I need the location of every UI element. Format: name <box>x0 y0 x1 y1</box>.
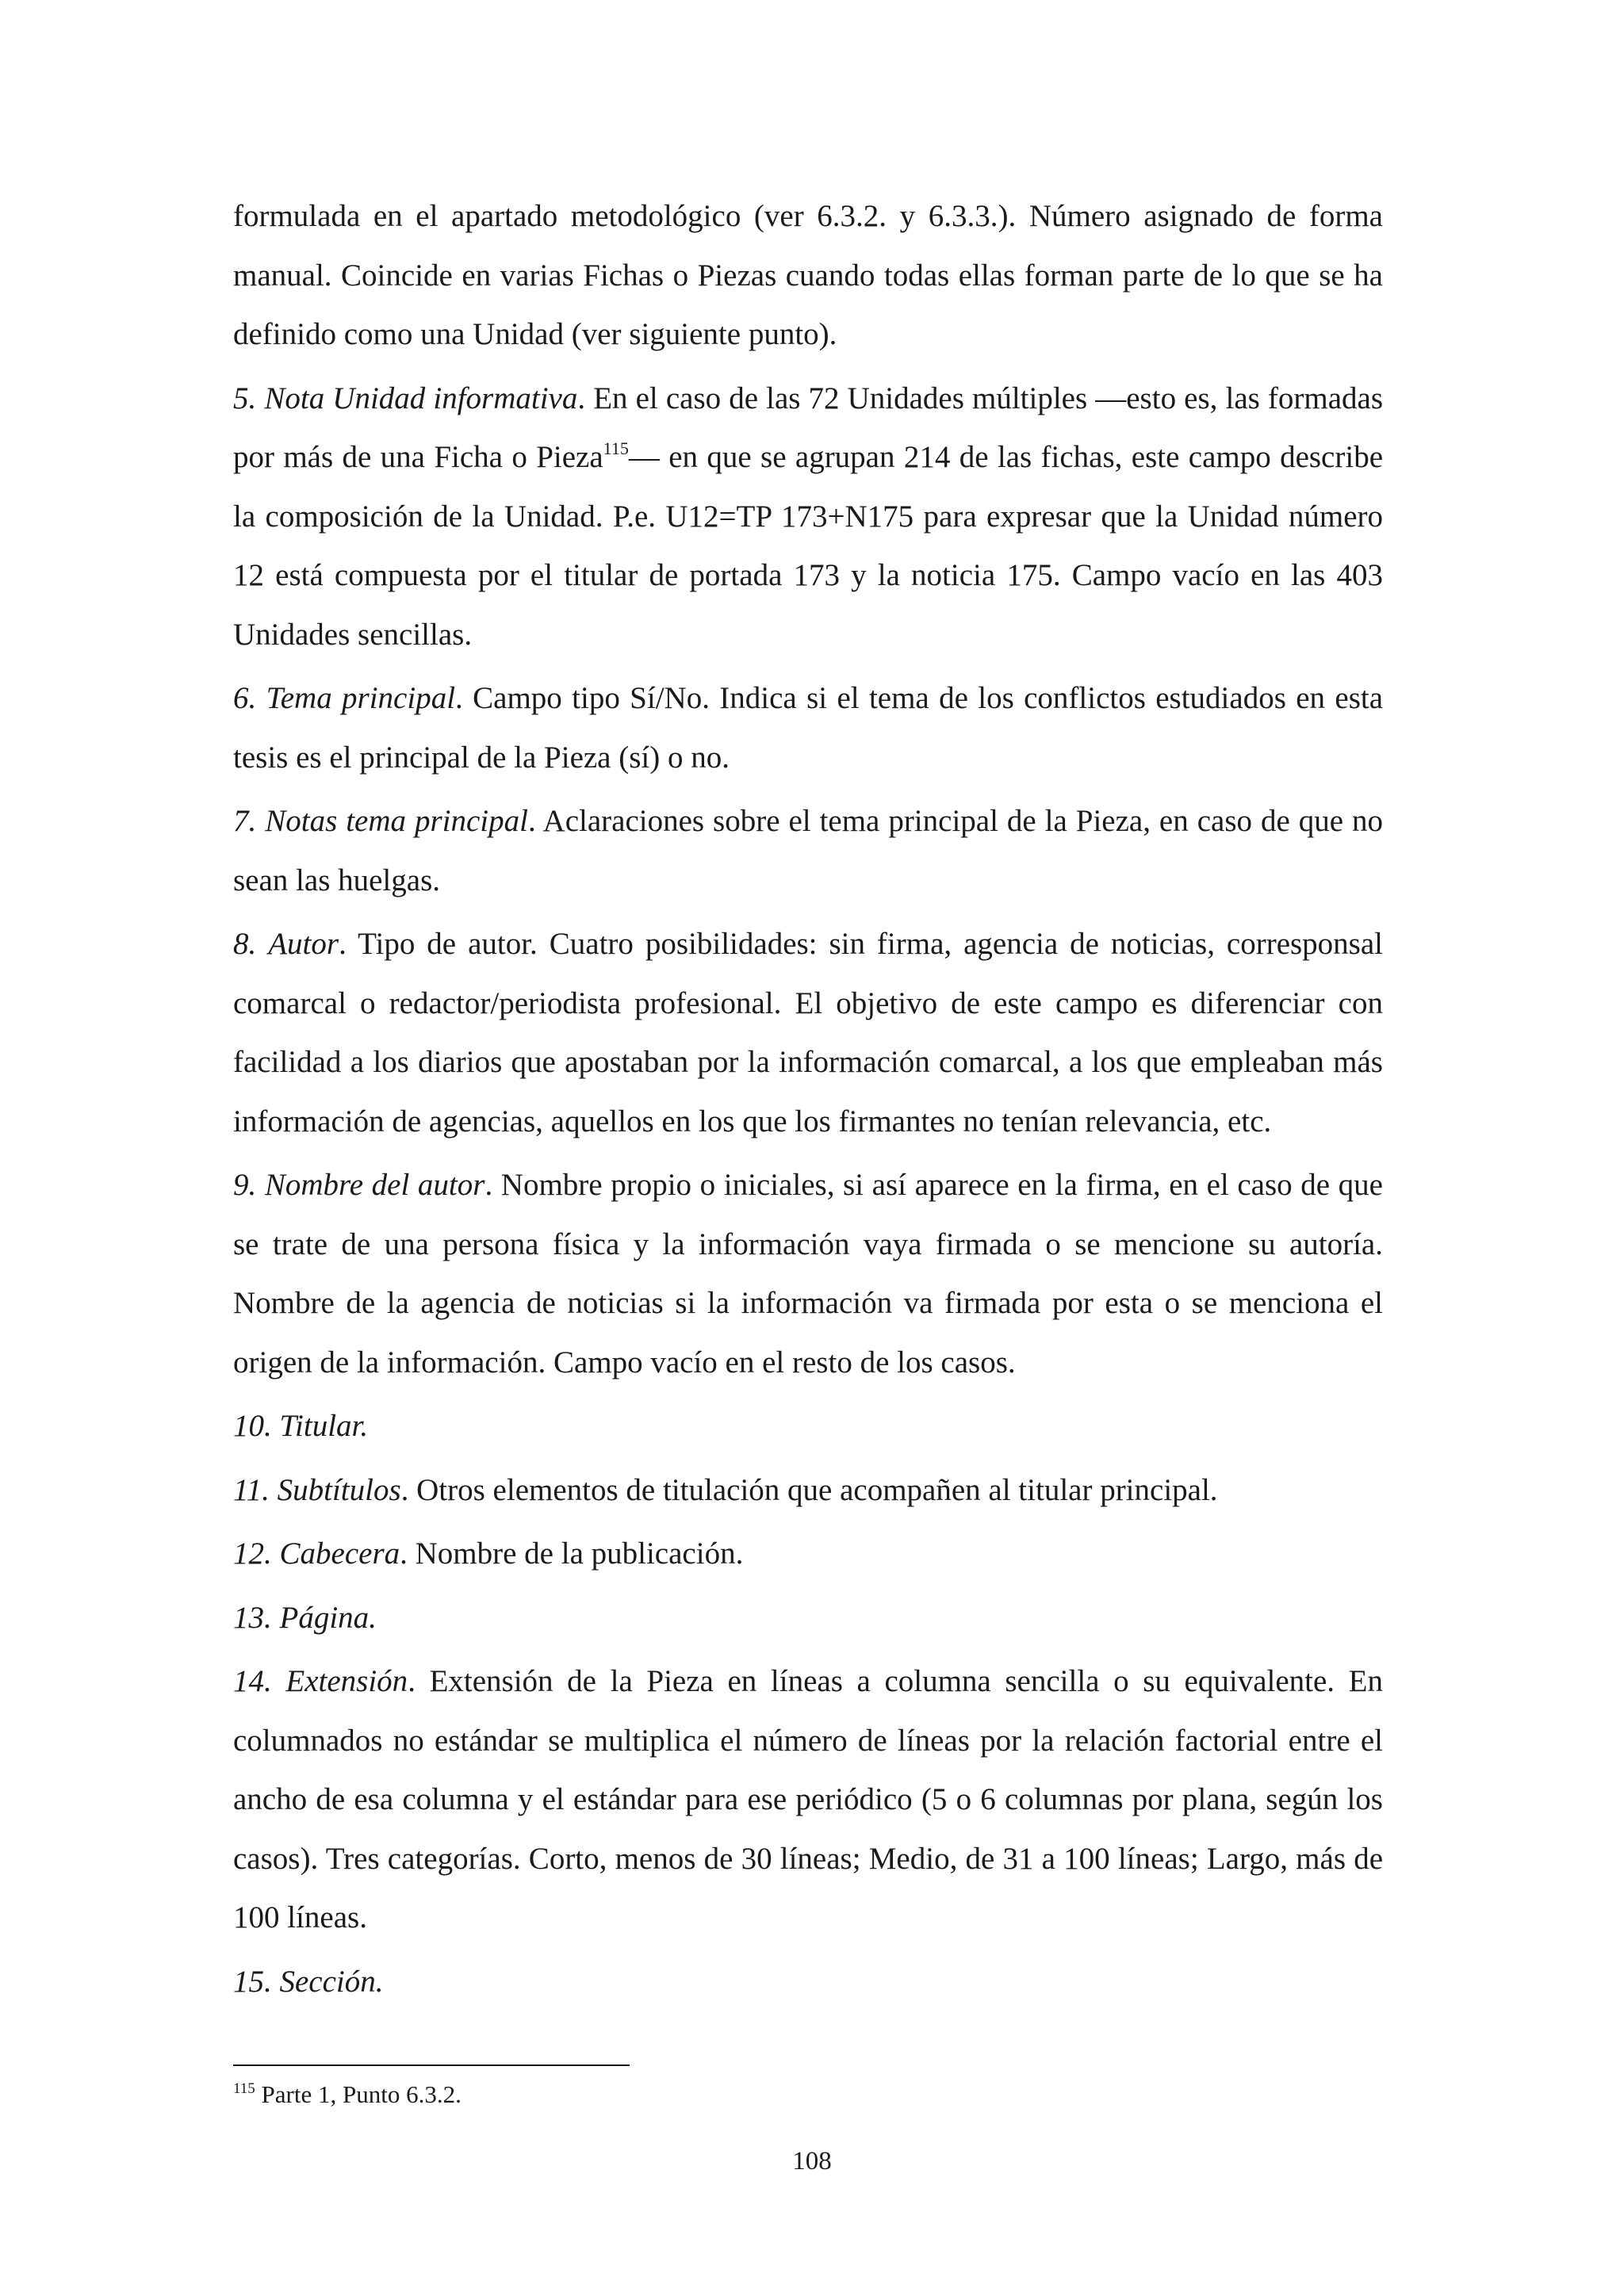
item-number: 10. <box>233 1409 272 1443</box>
item-text: . Aclaraciones sobre el tema principal de la Pieza, en caso de que no sean las huelgas. <box>233 804 1383 897</box>
item-title: Extensión <box>285 1664 408 1698</box>
item-text: . <box>369 1600 377 1635</box>
field-item-14 <box>233 1652 1383 1948</box>
field-item-11 <box>233 1461 1383 1521</box>
item-number: 12. <box>233 1536 272 1571</box>
page-number: 108 <box>792 2147 832 2175</box>
body-text <box>233 187 1383 2016</box>
item-text: . En el caso de las 72 Unidades múltiples —esto es, las formadas por más de una Ficha o Pieza <box>233 381 1383 474</box>
intro-text: formulada en el apartado metodológico (ver 6.3.2. y 6.3.3.). Número asignado de forma manual. Coincide en varias Fichas o Piezas cuando todas ellas forman parte de lo que se ha definido como una Unidad (ver siguiente punto). <box>233 199 1383 351</box>
item-title: Notas tema principal <box>265 804 528 838</box>
footnote <box>233 2079 462 2110</box>
item-title: Tema principal <box>266 681 456 715</box>
item-number: 6. <box>233 681 257 715</box>
item-text: . Tipo de autor. Cuatro posibilidades: sin firma, agencia de noticias, corresponsal comarcal o redactor/periodista profesional. El objetivo de este campo es diferenciar con facilidad a los diarios que apostaban por la información comarcal, a los que empleaban más información de agencias, aquellos en los que los firmantes no tenían relevancia, etc. <box>233 927 1383 1138</box>
item-number: 7. <box>233 804 257 838</box>
item-text: . <box>360 1409 369 1443</box>
footnote-text: Parte 1, Punto 6.3.2. <box>255 2080 462 2108</box>
item-number: 5. <box>233 381 257 415</box>
item-text-continued: — en que se agrupan 214 de las fichas, este campo describe la composición de la Unidad. P.e. U12=TP 173+N175 para expresar que la Unidad número 12 está compuesta por el titular de portada 173 y la noticia 175. Campo vacío en las 403 Unidades sencillas. <box>233 440 1383 652</box>
item-number: 14. <box>233 1664 272 1698</box>
field-item-15 <box>233 1953 1383 2012</box>
field-item-12 <box>233 1525 1383 1584</box>
item-title: Autor <box>268 927 339 961</box>
item-text: . Nombre de la publicación. <box>400 1536 744 1571</box>
item-text: . Campo tipo Sí/No. Indica si el tema de los conflictos estudiados en esta tesis es el principal de la Pieza (sí) o no. <box>233 681 1384 775</box>
intro-paragraph <box>233 187 1383 365</box>
item-number: 8. <box>233 927 257 961</box>
footnote-divider <box>233 2064 630 2066</box>
item-text: . Extensión de la Pieza en líneas a columna sencilla o su equivalente. En columnados no estándar se multiplica el número de líneas por la relación factorial entre el ancho de esa columna y el estándar para ese periódico (5 o 6 columnas por plana, según los casos). Tres categorías. Corto, menos de 30 líneas; Medio, de 31 a 100 líneas; Largo, más de 100 líneas. <box>233 1664 1384 1934</box>
field-item-8 <box>233 915 1383 1151</box>
field-item-9 <box>233 1156 1383 1392</box>
item-text: . Otros elementos de titulación que acompañen al titular principal. <box>400 1472 1218 1507</box>
item-text: . <box>375 1964 384 1999</box>
item-title: Titular <box>279 1409 361 1443</box>
field-item-5 <box>233 369 1383 665</box>
item-title: Sección <box>279 1964 376 1999</box>
item-text: . Nombre propio o iniciales, si así aparece en la firma, en el caso de que se trate de una persona física y la información vaya firmada o se mencione su autoría. Nombre de la agencia de noticias si la información va firmada por esta o se menciona el origen de la información. Campo vacío en el resto de los casos. <box>233 1168 1383 1380</box>
item-number: 15. <box>233 1964 272 1999</box>
footnote-reference[interactable]: 115 <box>603 438 629 458</box>
field-item-6 <box>233 669 1383 787</box>
field-item-7 <box>233 792 1383 910</box>
field-item-10 <box>233 1397 1383 1456</box>
field-item-13 <box>233 1589 1383 1648</box>
item-title: Nombre del autor <box>264 1168 485 1202</box>
footnote-number: 115 <box>233 2080 255 2097</box>
item-number: 13. <box>233 1600 272 1635</box>
item-number: 11. <box>233 1472 270 1507</box>
item-number: 9. <box>233 1168 257 1202</box>
item-title: Nota Unidad informativa <box>264 381 578 415</box>
item-title: Cabecera <box>279 1536 400 1571</box>
item-title: Página <box>279 1600 370 1635</box>
item-title: Subtítulos <box>277 1472 401 1507</box>
